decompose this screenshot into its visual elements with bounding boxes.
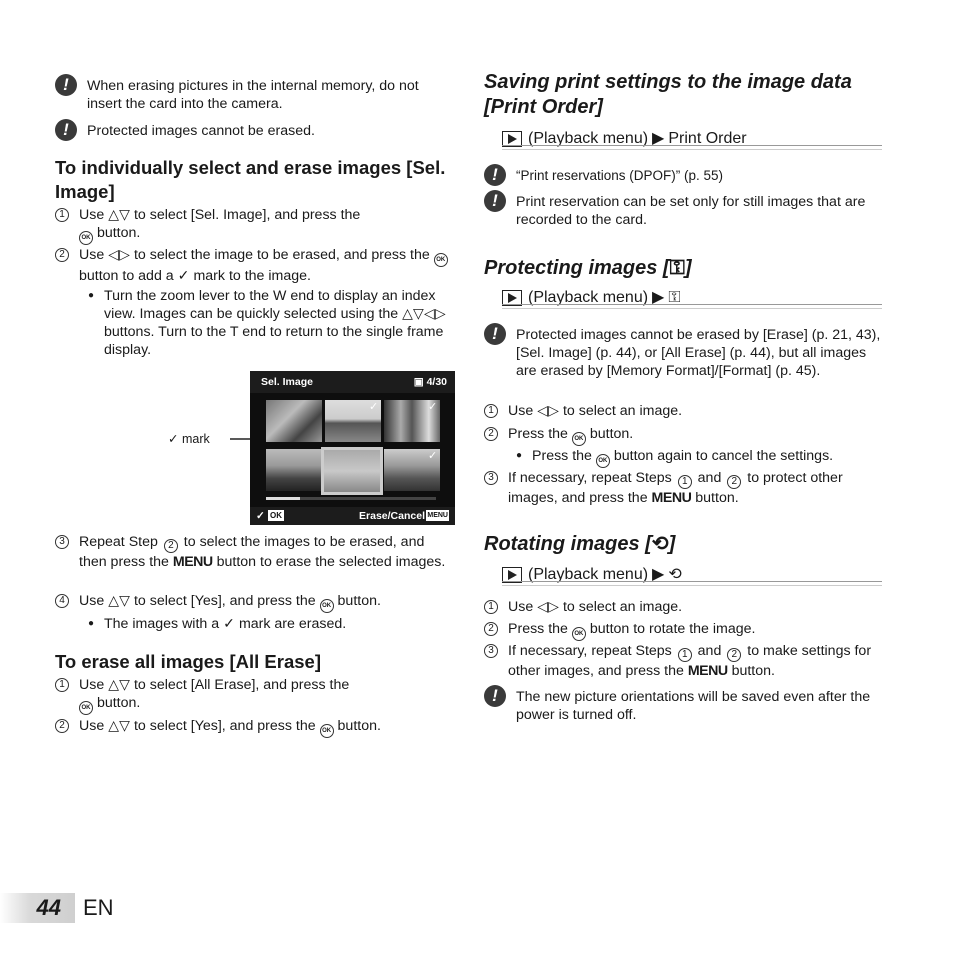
step-2 (55, 717, 455, 738)
caution-icon: ! (55, 119, 77, 141)
step-text: Press the OK button to rotate the image. (508, 620, 755, 641)
bullet-text: Press the OK button again to cancel the settings. (532, 447, 833, 468)
step-text: Repeat Step 2 to select the images to be erased, and then press the MENU button to erase the selected images. (79, 534, 446, 570)
left-right-arrow-icon: ◁▷ (537, 599, 560, 615)
up-down-arrow-icon: △▽ (108, 207, 131, 223)
caution-note (55, 122, 455, 141)
footer-label: Erase/Cancel (359, 510, 425, 522)
caution-icon: ! (484, 323, 506, 345)
caution-text: When erasing pictures in the internal memory, do not insert the card into the camera. (87, 78, 419, 112)
page-number: 44 (36, 895, 61, 920)
four-arrow-icon: △▽◁▷ (402, 306, 446, 322)
divider (502, 304, 882, 309)
caution-note: ! The new picture orientations will be saved even after the power is turned off. (484, 688, 884, 724)
step-3 (484, 469, 884, 507)
protect-key-icon: ⚿ (669, 257, 685, 279)
camera-header (250, 371, 455, 393)
step-number: 1 (484, 404, 498, 418)
sel-image-heading: To individually select and erase images [Sel. Image] (55, 157, 446, 202)
step-text: Use △▽ to select [Yes], and press the OK button. (79, 592, 381, 613)
step-number: 2 (55, 719, 69, 733)
step-4 (55, 592, 455, 613)
caution-icon: ! (55, 74, 77, 96)
arrow-right-icon: ▶ (652, 130, 665, 147)
caution-icon: ! (484, 190, 506, 212)
ok-button-icon: OK (572, 432, 586, 446)
menu-button-label: MENU (687, 663, 728, 679)
ok-button-icon: OK (79, 231, 93, 245)
step-ref: 1 (678, 475, 692, 489)
bullet-text: The images with a ✓ mark are erased. (104, 616, 347, 632)
bullet-note (88, 615, 448, 633)
step-text: Use △▽ to select [All Erase], and press the OK button. (79, 676, 349, 715)
thumbnail-selected (321, 447, 383, 495)
print-order-heading: Saving print settings to the image data [Print Order] (484, 71, 852, 118)
bullet-dot-icon: ● (88, 618, 95, 629)
step-number: 2 (55, 248, 69, 262)
thumbnail (266, 449, 322, 491)
ok-button-icon: OK (596, 454, 610, 468)
step-text: Use ◁▷ to select the image to be erased, and press the OK button to add a ✓ mark to the image. (79, 246, 455, 285)
page-number-tab (0, 893, 75, 923)
camera-title: Sel. Image (261, 376, 313, 388)
all-erase-heading: To erase all images [All Erase] (55, 651, 321, 672)
up-down-arrow-icon: △▽ (108, 677, 131, 693)
ok-button-icon: OK (320, 724, 334, 738)
ok-button-icon: OK (320, 599, 334, 613)
step-text: If necessary, repeat Steps 1 and 2 to make settings for other images, and press the MENU button. (508, 643, 872, 679)
step-1 (55, 206, 455, 245)
check-mark-icon: ✓ (428, 450, 438, 462)
check-mark-icon: ✓ (369, 401, 379, 413)
step-text: Press the OK button. (508, 425, 633, 446)
arrow-right-icon: ▶ (652, 289, 665, 306)
menu-button-label: MENU (172, 554, 213, 570)
caution-note: ! Print reservation can be set only for still images that are recorded to the card. (484, 193, 884, 229)
step-2 (484, 425, 884, 446)
rotate-icon: ⟲ (651, 533, 669, 555)
step-number: 1 (55, 208, 69, 222)
step-number: 2 (484, 622, 498, 636)
mark-callout: ✓ mark (168, 432, 210, 446)
check-mark-icon: ✓ (168, 432, 179, 446)
menu-button-label: MENU (651, 490, 692, 506)
check-mark-icon: ✓ (223, 616, 235, 632)
step-number: 2 (484, 427, 498, 441)
step-number: 1 (484, 600, 498, 614)
check-mark-icon: ✓ (256, 510, 265, 522)
up-down-arrow-icon: △▽ (108, 593, 131, 609)
step-text: Use ◁▷ to select an image. (508, 599, 683, 615)
step-3 (55, 533, 455, 571)
ok-badge: OK (270, 511, 282, 520)
ok-button-icon: OK (79, 701, 93, 715)
check-mark-icon: ✓ (177, 268, 190, 284)
step-number: 3 (484, 644, 498, 658)
thumbnail (266, 400, 322, 442)
rotate-heading: Rotating images [⟲] (484, 533, 676, 555)
step-number: 3 (55, 535, 69, 549)
camera-footer (250, 507, 455, 525)
camera-counter: ▣ 4/30 (413, 376, 447, 388)
step-number: 4 (55, 594, 69, 608)
step-2 (55, 246, 455, 285)
protect-heading: Protecting images [⚿] (484, 257, 692, 279)
up-down-arrow-icon: △▽ (108, 718, 131, 734)
caution-note (55, 77, 455, 113)
ok-button-icon: OK (434, 253, 448, 267)
check-mark-icon: ✓ (428, 401, 438, 413)
scroll-thumb (266, 497, 300, 500)
menu-badge: MENU (427, 512, 448, 519)
playback-menu-path: (Playback menu) ▶ ⚿ (502, 288, 681, 308)
step-ref: 2 (727, 648, 741, 662)
step-3 (484, 642, 884, 680)
caution-note: ! “Print reservations (DPOF)” (p. 55) (484, 167, 884, 186)
language-label: EN (83, 895, 114, 920)
bullet-dot-icon: ● (516, 450, 523, 461)
step-text: If necessary, repeat Steps 1 and 2 to protect other images, and press the MENU button. (508, 470, 843, 506)
step-ref: 1 (678, 648, 692, 662)
ok-button-icon: OK (572, 627, 586, 641)
step-ref: 2 (727, 475, 741, 489)
step-text: Use △▽ to select [Yes], and press the OK button. (79, 717, 381, 738)
caution-text: Protected images cannot be erased. (87, 123, 315, 139)
step-2 (484, 620, 884, 641)
caution-note: ! Protected images cannot be erased by [Erase] (p. 21, 43), [Sel. Image] (p. 44), or [All Erase] (p. 44), but all images are erased by [Memory Format]/[Format] (p. 45). (484, 326, 884, 380)
arrow-right-icon: ▶ (652, 566, 665, 583)
left-right-arrow-icon: ◁▷ (537, 403, 560, 419)
step-1 (484, 598, 884, 616)
caution-icon: ! (484, 685, 506, 707)
protect-key-icon: ⚿ (668, 289, 681, 306)
divider (502, 581, 882, 586)
bullet-note (516, 447, 886, 468)
rotate-icon: ⟲ (668, 566, 682, 583)
playback-menu-path: (Playback menu) ▶ Print Order (502, 129, 747, 149)
step-1 (55, 676, 455, 715)
camera-screen (250, 371, 455, 525)
bullet-text: Turn the zoom lever to the W end to display an index view. Images can be quickly selected using the △▽◁▷ buttons. Turn to the T end to return to the single frame display. (104, 288, 446, 358)
step-number: 1 (55, 678, 69, 692)
step-1 (484, 402, 884, 420)
step-number: 3 (484, 471, 498, 485)
step-text: Use △▽ to select [Sel. Image], and press the OK button. (79, 206, 360, 245)
bullet-note (88, 287, 448, 359)
step-text: Use ◁▷ to select an image. (508, 403, 683, 419)
caution-icon: ! (484, 164, 506, 186)
divider (502, 145, 882, 150)
left-right-arrow-icon: ◁▷ (108, 247, 131, 263)
playback-menu-path: (Playback menu) ▶ ⟲ (502, 565, 682, 585)
scroll-track (266, 497, 436, 500)
step-ref: 2 (164, 539, 178, 553)
bullet-dot-icon: ● (88, 290, 95, 301)
